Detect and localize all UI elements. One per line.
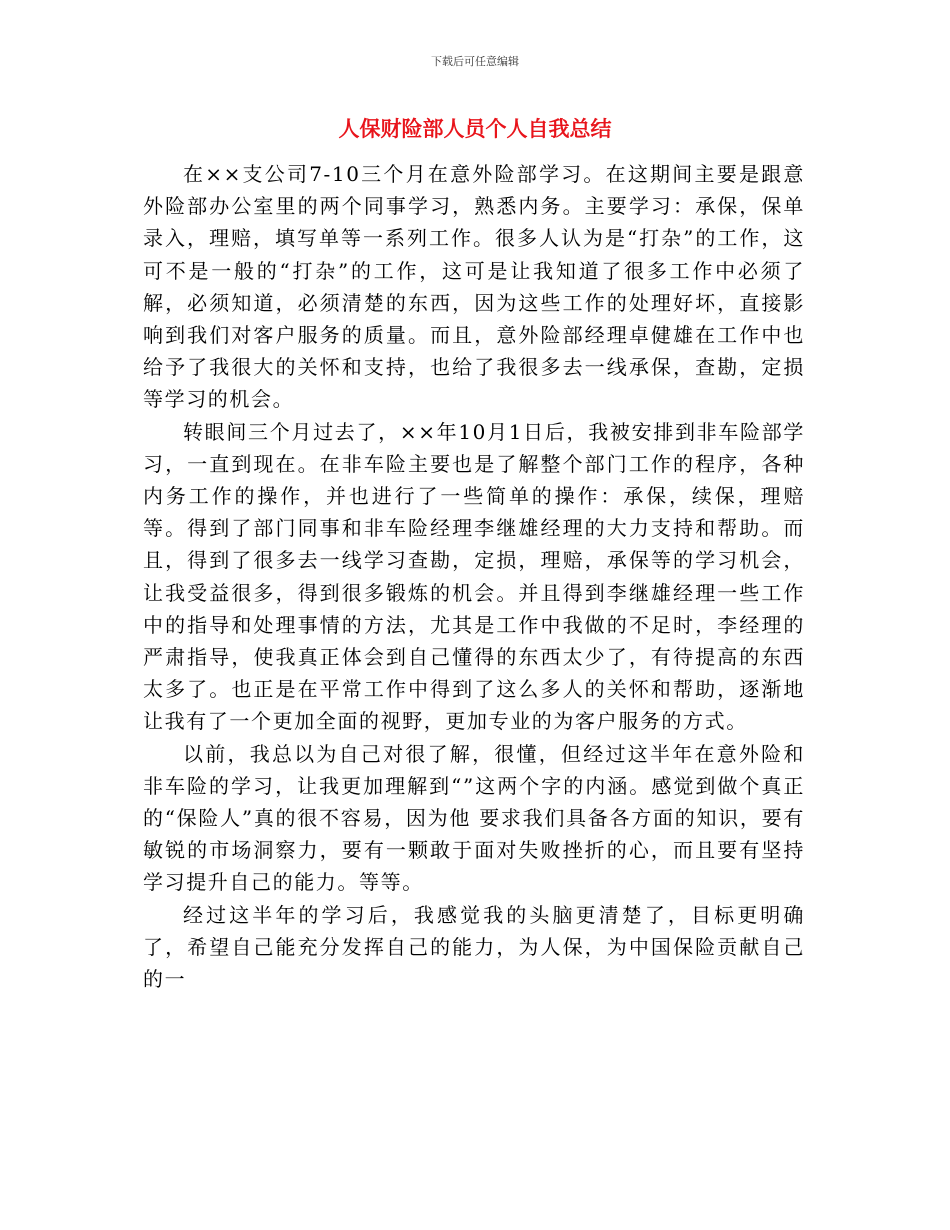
paragraph-2: 转眼间三个月过去了，××年10月1日后，我被安排到非车险部学习，一直到现在。在非车险主要也是了解整个部门工作的程序，各种内务工作的操作，并也进行了一些简单的操作：承保，续保，理赔等。得到了部门同事和非车险经理李继雄经理的大力支持和帮助。而且，得到了很多去一线学习查勘，定损，理赔，承保等的学习机会，让我受益很多，得到很多锻炼的机会。并且得到李继雄经理一些工作中的指导和处理事情的方法，尤其是工作中我做的不足时，李经理的严肃指导，使我真正体会到自己懂得的东西太少了，有待提高的东西太多了。也正是在平常工作中得到了这么多人的关怀和帮助，逐渐地让我有了一个更加全面的视野，更加专业的为客户服务的方式。 xyxy=(143,419,805,734)
paragraph-3: 以前，我总以为自己对很了解，很懂，但经过这半年在意外险和非车险的学习，让我更加理解到“”这两个字的内涵。感觉到做个真正的“保险人”真的很不容易，因为他 要求我们具备各方面的知识，要有敏锐的市场洞察力，要有一颗敢于面对失败挫折的心，而且要有坚持学习提升自己的能力。等等。 xyxy=(143,741,805,895)
paragraph-4: 经过这半年的学习后，我感觉我的头脑更清楚了，目标更明确了，希望自己能充分发挥自己的能力，为人保，为中国保险贡献自己的一 xyxy=(143,902,805,992)
document-title: 人保财险部人员个人自我总结 xyxy=(338,117,612,141)
header-note: 下载后可任意编辑 xyxy=(431,55,519,68)
document-body xyxy=(143,158,805,995)
paragraph-1: 在××支公司7-10三个月在意外险部学习。在这期间主要是跟意外险部办公室里的两个同事学习，熟悉内务。主要学习：承保，保单录入，理赔，填写单等一系列工作。很多人认为是“打杂”的工作，这可不是一般的“打杂”的工作，这可是让我知道了很多工作中必须了解，必须知道，必须清楚的东西，因为这些工作的处理好坏，直接影响到我们对客户服务的质量。而且，意外险部经理卓健雄在工作中也给予了我很大的关怀和支持，也给了我很多去一线承保，查勘，定损等学习的机会。 xyxy=(143,162,805,412)
